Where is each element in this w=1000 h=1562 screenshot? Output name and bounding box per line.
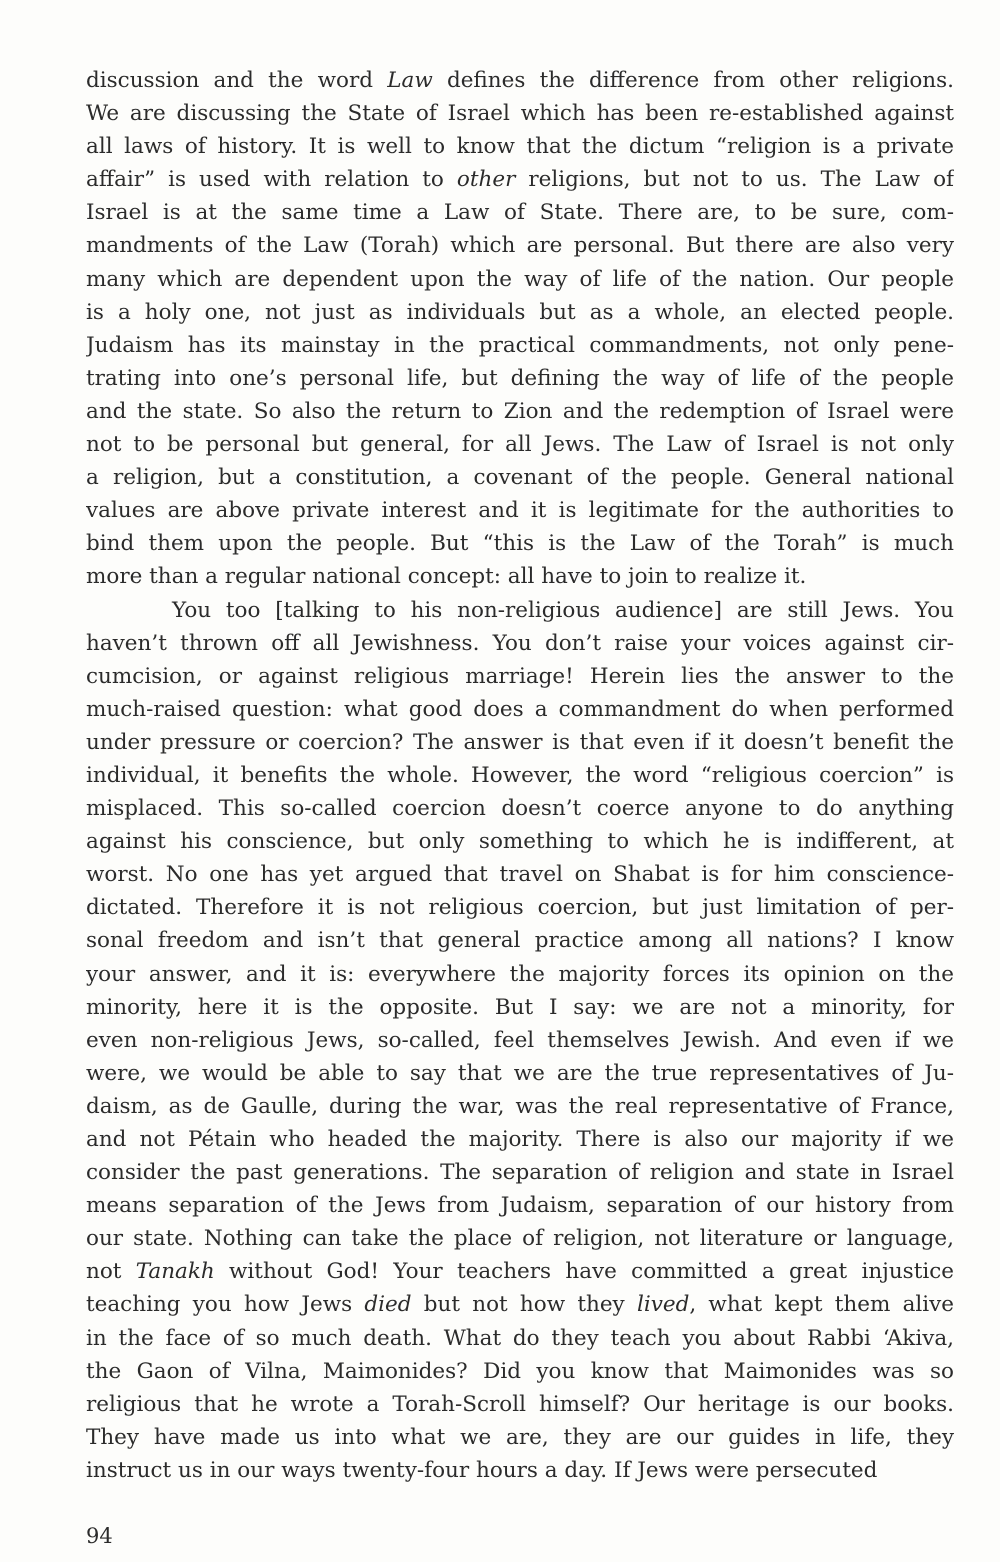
text-run: all laws of history. It is well to know that the dictum “religion is a private: [86, 134, 954, 160]
text-run: minority, here it is the opposite. But I say: we are not a minority, for: [86, 994, 954, 1020]
text-line: [86, 163, 954, 196]
text-run: religious that he wrote a Torah-Scroll himself? Our heritage is our books.: [86, 1391, 954, 1417]
text-line: [86, 130, 954, 163]
text-line: [86, 362, 954, 395]
text-line: [86, 991, 954, 1024]
text-run: individual, it benefits the whole. However, the word “religious coercion” is: [86, 762, 954, 788]
italic-run: died: [364, 1292, 412, 1318]
text-line: [86, 1421, 954, 1454]
text-run: without God! Your teachers have committed a great injustice: [214, 1259, 954, 1285]
body-text: [86, 64, 954, 1487]
text-line: [86, 1090, 954, 1123]
italic-run: other: [456, 167, 516, 193]
text-line: [86, 527, 954, 560]
text-run: even non-religious Jews, so-called, feel themselves Jewish. And even if we: [86, 1027, 954, 1053]
text-line: [86, 64, 954, 97]
text-line: [86, 858, 954, 891]
text-line: [86, 196, 954, 229]
text-run: much-raised question: what good does a commandment do when performed: [86, 696, 954, 722]
text-line: [86, 759, 954, 792]
text-run: not: [86, 1259, 136, 1285]
text-run: religions, but not to us. The Law of: [515, 167, 954, 193]
text-run: more than a regular national concept: all have to join to realize it.: [86, 564, 807, 590]
text-run: your answer, and it is: everywhere the majority forces its opinion on the: [86, 961, 954, 987]
text-line: [86, 1024, 954, 1057]
text-line: [86, 560, 954, 593]
text-run: Israel is at the same time a Law of State. There are, to be sure, com-: [86, 200, 954, 226]
text-run: the Gaon of Vilna, Maimonides? Did you know that Maimonides was so: [86, 1358, 954, 1384]
text-run: our state. Nothing can take the place of religion, not literature or language,: [86, 1226, 954, 1252]
text-run: but not how they: [411, 1292, 637, 1318]
text-line: [86, 1288, 954, 1321]
text-run: against his conscience, but only something to which he is indifferent, at: [86, 829, 954, 855]
text-run: were, we would be able to say that we are the true representatives of Ju-: [86, 1060, 954, 1086]
text-line: [86, 792, 954, 825]
text-line: [86, 825, 954, 858]
text-run: You too [talking to his non-religious audience] are still Jews. You: [172, 597, 954, 623]
page-number: 94: [86, 1524, 113, 1548]
text-run: daism, as de Gaulle, during the war, was the real representative of France,: [86, 1093, 954, 1119]
text-line: [86, 97, 954, 130]
text-line: [86, 958, 954, 991]
text-run: Judaism has its mainstay in the practical commandments, not only pene-: [86, 332, 954, 358]
text-line: [86, 1156, 954, 1189]
text-run: haven’t thrown off all Jewishness. You don’t raise your voices against cir-: [86, 630, 954, 656]
text-run: , what kept them alive: [689, 1292, 954, 1318]
text-line: [86, 1222, 954, 1255]
text-run: They have made us into what we are, they are our guides in life, they: [86, 1424, 954, 1450]
text-line: [86, 627, 954, 660]
text-line: [86, 461, 954, 494]
text-line: [86, 395, 954, 428]
text-line: [86, 693, 954, 726]
text-run: instruct us in our ways twenty-four hours a day. If Jews were persecuted: [86, 1457, 878, 1483]
text-line: [86, 296, 954, 329]
text-line: [86, 660, 954, 693]
text-run: worst. No one has yet argued that travel on Shabat is for him conscience-: [86, 862, 954, 888]
text-run: affair” is used with relation to: [86, 167, 457, 193]
text-run: under pressure or coercion? The answer is that even if it doesn’t benefit the: [86, 729, 954, 755]
text-run: mandments of the Law (Torah) which are personal. But there are also very: [86, 233, 954, 259]
text-run: in the face of so much death. What do they teach you about Rabbi ‘Akiva,: [86, 1325, 954, 1351]
text-run: is a holy one, not just as individuals but as a whole, an elected people.: [86, 299, 954, 325]
text-line: [86, 1388, 954, 1421]
text-line: [86, 1454, 954, 1487]
text-line: [86, 1322, 954, 1355]
text-run: a religion, but a constitution, a covenant of the people. General national: [86, 465, 954, 491]
text-line: [86, 263, 954, 296]
text-line: [86, 594, 954, 627]
text-run: defines the difference from other religions.: [432, 68, 954, 93]
text-run: consider the past generations. The separation of religion and state in Israel: [86, 1160, 954, 1186]
text-line: [86, 494, 954, 527]
text-line: [86, 726, 954, 759]
text-line: [86, 924, 954, 957]
text-run: trating into one’s personal life, but defining the way of life of the people: [86, 365, 954, 391]
text-run: discussion and the word: [86, 68, 388, 93]
text-line: [86, 1255, 954, 1288]
text-run: not to be personal but general, for all Jews. The Law of Israel is not only: [86, 432, 954, 458]
text-line: [86, 1057, 954, 1090]
text-line: [86, 329, 954, 362]
text-line: [86, 1355, 954, 1388]
text-run: many which are dependent upon the way of life of the nation. Our people: [86, 266, 954, 292]
italic-run: lived: [636, 1292, 690, 1318]
italic-run: Tanakh: [135, 1259, 215, 1285]
text-run: We are discussing the State of Israel which has been re-established against: [86, 101, 954, 127]
text-run: sonal freedom and isn’t that general practice among all nations? I know: [86, 928, 954, 954]
text-run: values are above private interest and it is legitimate for the authorities to: [86, 498, 954, 524]
text-line: [86, 229, 954, 262]
text-run: means separation of the Jews from Judaism, separation of our history from: [86, 1193, 954, 1219]
text-run: and not Pétain who headed the majority. There is also our majority if we: [86, 1127, 954, 1152]
text-run: teaching you how Jews: [86, 1292, 365, 1318]
italic-run: Law: [387, 68, 433, 93]
text-line: [86, 1189, 954, 1222]
text-line: [86, 1123, 954, 1156]
text-run: misplaced. This so-called coercion doesn’t coerce anyone to do anything: [86, 796, 954, 822]
text-run: and the state. So also the return to Zion and the redemption of Israel were: [86, 398, 954, 424]
text-run: bind them upon the people. But “this is the Law of the Torah” is much: [86, 531, 954, 557]
text-run: cumcision, or against religious marriage! Herein lies the answer to the: [86, 663, 954, 689]
text-run: dictated. Therefore it is not religious coercion, but just limitation of per-: [86, 895, 954, 921]
text-line: [86, 891, 954, 924]
text-line: [86, 428, 954, 461]
